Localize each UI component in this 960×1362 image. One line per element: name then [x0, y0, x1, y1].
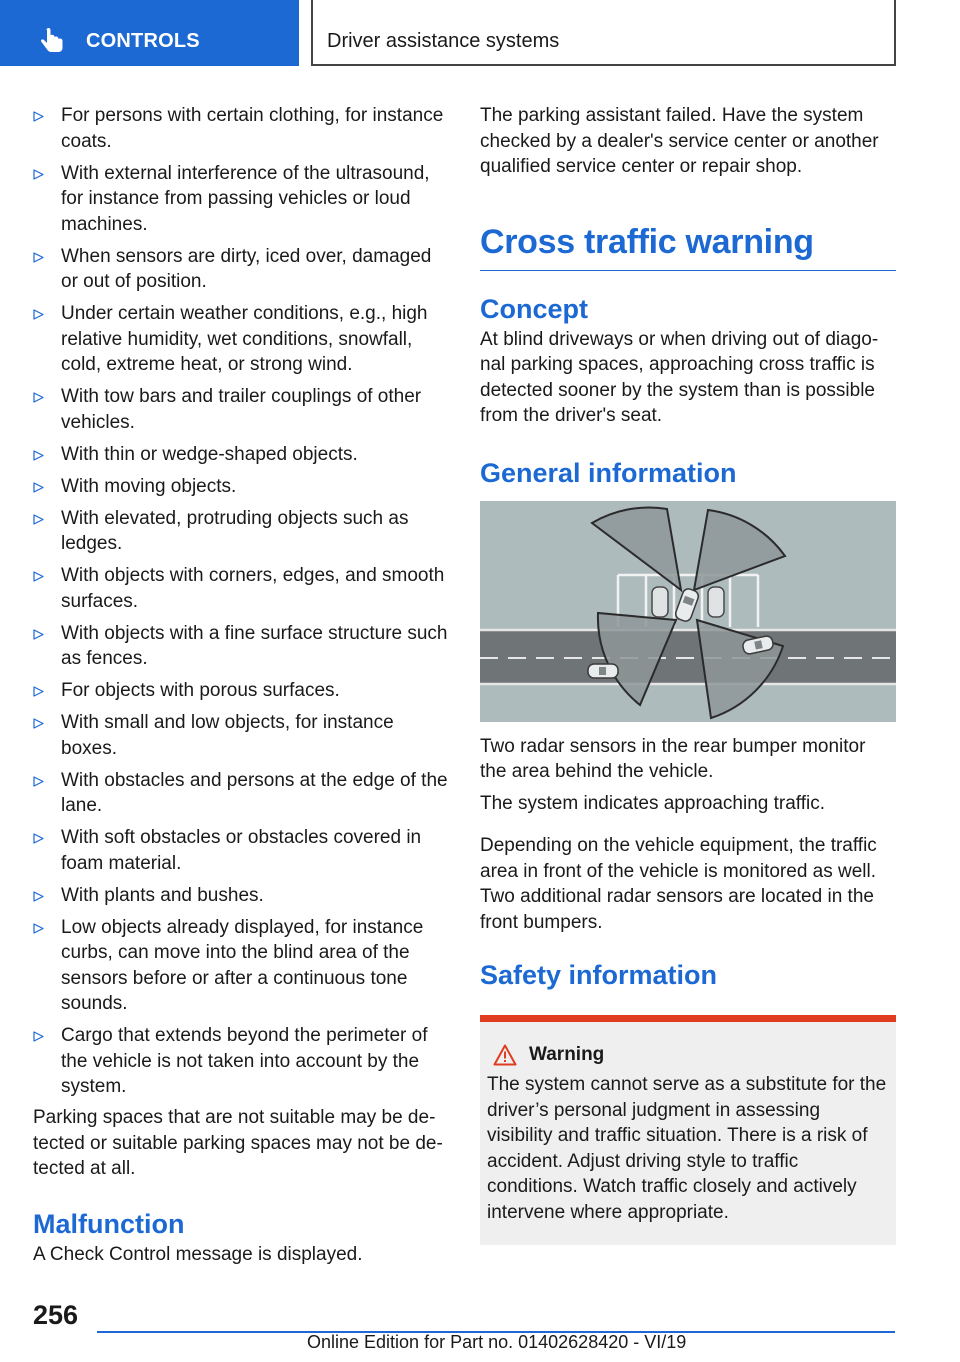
list-item [33, 621, 451, 672]
list-item [33, 442, 451, 468]
list-item-text: For objects with porous surfaces. [61, 680, 340, 701]
failed-text: The parking assistant failed. Have the system checked by a dealer's service center or another qualified service center or repair shop. [480, 105, 879, 177]
list-item [33, 678, 451, 704]
list-item-text: With objects with corners, edges, and smooth surfaces. [61, 565, 445, 612]
list-item [33, 768, 451, 819]
list-item-text: With soft obstacles or obstacles covered in foam material. [61, 827, 422, 874]
indicates-text: The system indicates approaching traffic. [480, 792, 825, 814]
bullet-triangle-icon [33, 450, 44, 461]
list-item [33, 825, 451, 876]
bullet-triangle-icon [33, 629, 44, 640]
list-item [33, 1023, 451, 1100]
radar-coverage-diagram [480, 501, 896, 722]
bullet-triangle-icon [33, 111, 44, 122]
bullet-triangle-icon [33, 776, 44, 787]
list-item-text: For persons with certain clothing, for instance coats. [61, 105, 444, 152]
limitations-list [33, 103, 451, 1100]
list-item [33, 384, 451, 435]
warning-box [480, 1015, 896, 1245]
parking-note: Parking spaces that are not suitable may be detected or suitable parking spaces may not be detected at all. [33, 1107, 443, 1179]
list-item-text: With elevated, protruding objects such as ledges. [61, 507, 409, 554]
bullet-triangle-icon [33, 252, 44, 263]
general-heading: General information [480, 457, 737, 488]
warning-triangle-icon [493, 1044, 517, 1066]
list-item-text: When sensors are dirty, iced over, damaged or out of position. [61, 245, 432, 292]
bullet-triangle-icon [33, 482, 44, 493]
left-column [33, 103, 451, 1267]
radar-text: Two radar sensors in the rear bumper monitor the area behind the vehicle. [480, 735, 866, 782]
list-item-text: With plants and bushes. [61, 884, 264, 906]
list-item [33, 474, 451, 500]
bullet-triangle-icon [33, 514, 44, 525]
list-item-text: Under certain weather conditions, e.g., high relative humidity, wet conditions, snowfall, cold, extreme heat, or strong wind. [61, 303, 428, 375]
right-column [480, 103, 896, 1245]
bullet-triangle-icon [33, 718, 44, 729]
warning-title: Warning [529, 1044, 605, 1065]
concept-text: At blind driveways or when driving out of diagonal parking spaces, approaching cross traffic is detected sooner by the system than is possible from the driver's seat. [480, 328, 879, 426]
list-item-text: With small and low objects, for instance boxes. [61, 712, 394, 759]
bullet-triangle-icon [33, 169, 44, 180]
list-item [33, 103, 451, 154]
edition-text: Online Edition for Part no. 01402628420 - VI/19 [307, 1332, 687, 1352]
list-item [33, 915, 451, 1017]
list-item-text: With tow bars and trailer couplings of other vehicles. [61, 386, 422, 433]
list-item [33, 301, 451, 378]
bullet-triangle-icon [33, 392, 44, 403]
list-item [33, 883, 451, 909]
bullet-triangle-icon [33, 833, 44, 844]
list-item-text: With thin or wedge-shaped objects. [61, 443, 358, 465]
list-item-text: With obstacles and persons at the edge of the lane. [61, 769, 448, 816]
safety-heading: Safety information [480, 960, 718, 990]
chapter-header [311, 0, 896, 66]
list-item [33, 563, 451, 614]
list-item-text: With objects with a fine surface structure such as fences. [61, 622, 448, 669]
concept-heading: Concept [480, 293, 588, 324]
list-item-text: Low objects already displayed, for instance curbs, can move into the blind area of the sensors before or after a continuous tone sounds. [61, 916, 424, 1014]
bullet-triangle-icon [33, 923, 44, 934]
bullet-triangle-icon [33, 686, 44, 697]
section-tab-controls [0, 0, 299, 66]
hand-pointer-icon [38, 26, 68, 56]
page-number: 256 [33, 1300, 79, 1330]
malfunction-text: A Check Control message is displayed. [33, 1243, 363, 1265]
bullet-triangle-icon [33, 309, 44, 320]
chapter-label: Driver assistance systems [327, 30, 560, 52]
bullet-triangle-icon [33, 1031, 44, 1042]
bullet-triangle-icon [33, 891, 44, 902]
bullet-triangle-icon [33, 571, 44, 582]
page-title: Cross traffic warning [480, 222, 896, 271]
list-item-text: With moving objects. [61, 475, 237, 497]
warning-text: The system cannot serve as a substitute for the driver’s personal judgment in assessing visibility and traffic situation. There is a risk of accident. Adjust driving style to traffic conditions. Watch traffic closely and actively intervene where appropriate. [487, 1074, 887, 1223]
cross-traffic-illustration [480, 501, 896, 722]
list-item [33, 506, 451, 557]
list-item [33, 161, 451, 238]
list-item-text: With external interference of the ultrasound, for instance from passing vehicles or loud machines. [61, 162, 430, 235]
malfunction-heading: Malfunction [33, 1208, 185, 1239]
list-item [33, 244, 451, 295]
warning-header [493, 1044, 888, 1066]
list-item-text: Cargo that extends beyond the perimeter of the vehicle is not taken into account by the system. [61, 1025, 428, 1097]
equipment-text: Depending on the vehicle equipment, the traffic area in front of the vehicle is monitored as well. Two additional radar sensors are located in the front bumpers. [480, 835, 877, 933]
list-item [33, 710, 451, 761]
section-label: CONTROLS [86, 30, 200, 52]
